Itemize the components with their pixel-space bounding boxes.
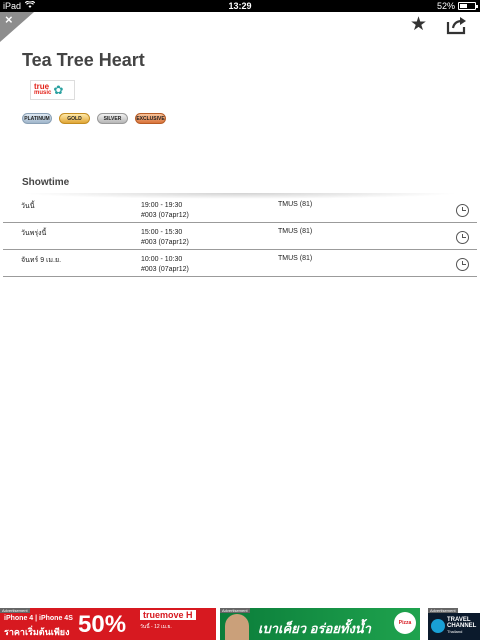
showtime-time: 10:00 - 10:30 xyxy=(141,256,183,263)
tree-icon: ✿ xyxy=(53,83,64,97)
travel-channel-logo xyxy=(428,613,480,640)
clock-icon[interactable] xyxy=(456,258,469,271)
globe-icon xyxy=(431,619,445,633)
ad-banner-iphone[interactable] xyxy=(0,608,216,640)
showtime-slot xyxy=(141,228,189,248)
showtime-theater: TMUS (81) xyxy=(278,228,313,235)
device-name: iPad xyxy=(3,1,22,11)
close-icon: × xyxy=(5,12,13,27)
showtime-slot xyxy=(141,255,189,275)
showtime-time: 15:00 - 15:30 xyxy=(141,229,183,236)
ad-percent: 50% xyxy=(78,611,127,638)
ad-text: เบาเค็ยว อร่อยทั้งน้ำ xyxy=(258,621,371,636)
showtime-day: วันพรุ่งนี้ xyxy=(21,230,47,237)
showtime-theater: TMUS (81) xyxy=(278,255,313,262)
showtime-day: วันนี้ xyxy=(21,203,35,210)
table-row[interactable] xyxy=(3,250,477,277)
showtime-code: #003 (07apr12) xyxy=(141,266,189,273)
table-row[interactable] xyxy=(3,196,477,223)
clock-icon[interactable] xyxy=(456,231,469,244)
showtime-table xyxy=(3,196,477,277)
ad-brand: truemove H xyxy=(140,610,196,620)
section-title: Showtime xyxy=(22,177,70,188)
battery-icon xyxy=(458,2,476,10)
share-icon xyxy=(446,15,468,35)
ad-person-image xyxy=(225,614,249,640)
share-button[interactable] xyxy=(446,15,468,35)
travel-channel-name xyxy=(447,617,476,635)
tier-badge-gold: GOLD xyxy=(59,113,90,124)
showtime-day: จันทร์ 9 เม.ย. xyxy=(21,257,62,264)
tier-badge-platinum: PLATINUM xyxy=(22,113,52,124)
clock-icon[interactable] xyxy=(456,204,469,217)
travel-line2: CHANNEL xyxy=(447,623,477,629)
showtime-code: #003 (07apr12) xyxy=(141,212,189,219)
status-right xyxy=(437,0,476,12)
tier-badge-silver: SILVER xyxy=(97,113,128,124)
favorite-button[interactable] xyxy=(410,15,427,35)
provider-logo-line2: music xyxy=(34,90,52,96)
close-button[interactable] xyxy=(0,12,36,42)
ad-banner-travel[interactable] xyxy=(428,608,480,640)
showtime-time: 19:00 - 19:30 xyxy=(141,202,183,209)
showtime-slot xyxy=(141,201,189,221)
ad-pizza-logo: Pizza xyxy=(394,612,416,634)
ad-label: Advertisement xyxy=(222,608,248,613)
ad-label: Advertisement xyxy=(430,608,456,613)
showtime-code: #003 (07apr12) xyxy=(141,239,189,246)
provider-logo xyxy=(30,80,75,100)
battery-fill xyxy=(460,4,467,8)
table-row[interactable] xyxy=(3,223,477,250)
travel-line1: TRAVEL xyxy=(447,617,471,623)
status-time: 13:29 xyxy=(228,1,252,11)
ad-small-text: วันนี้ - 12 เม.ย. xyxy=(140,624,172,630)
battery-percent: 52% xyxy=(436,1,455,11)
star-icon: ★ xyxy=(410,14,428,35)
tier-badges xyxy=(22,113,166,124)
movie-title: Tea Tree Heart xyxy=(22,50,145,70)
travel-line3: Thailand xyxy=(447,629,463,634)
tier-badge-exclusive: EXCLUSIVE xyxy=(135,113,166,124)
provider-logo-text xyxy=(34,83,51,97)
ad-banner-pizza[interactable] xyxy=(220,608,420,640)
status-bar xyxy=(0,0,480,12)
ad-label: Advertisement xyxy=(2,608,28,613)
ad-line2: ราคาเริ่มต้นเพียง xyxy=(4,627,70,637)
ad-line1: iPhone 4 | iPhone 4S xyxy=(4,615,73,622)
ad-bar xyxy=(0,608,480,640)
showtime-theater: TMUS (81) xyxy=(278,201,313,208)
provider-logo-line1: true xyxy=(34,82,50,91)
